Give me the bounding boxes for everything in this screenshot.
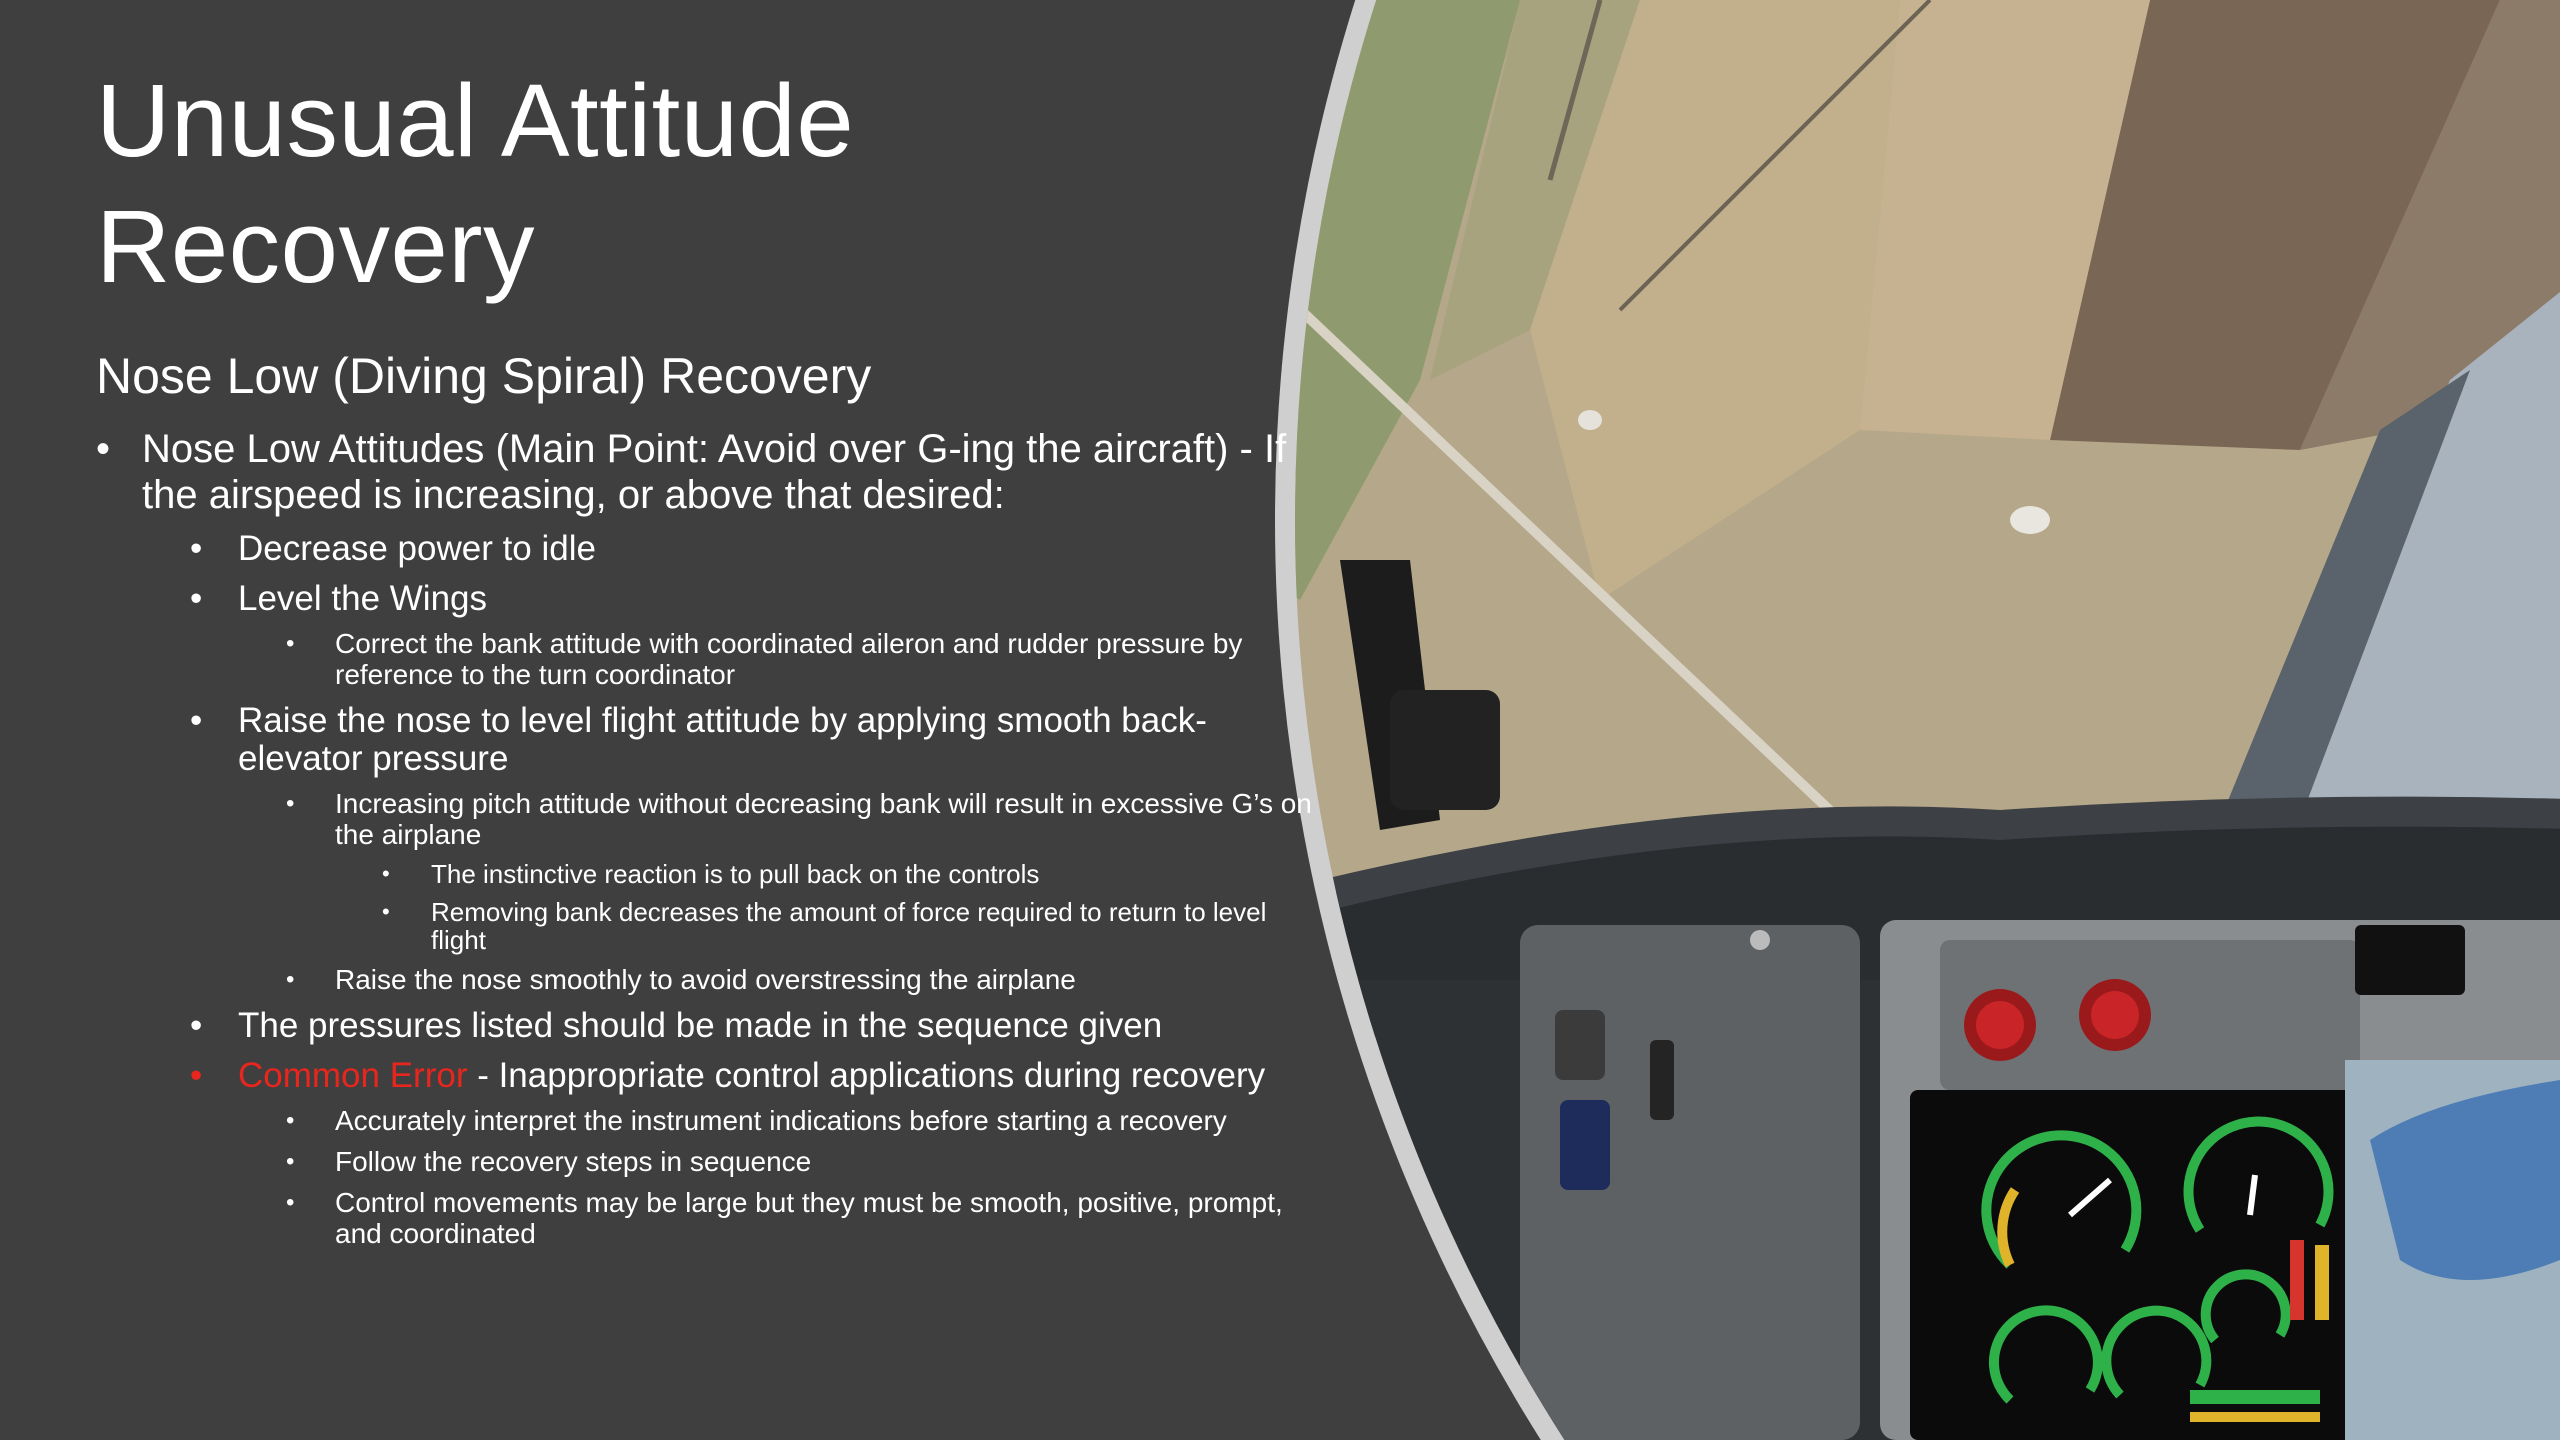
follow-steps-bullet: • Follow the recovery steps in sequence <box>96 1146 1326 1177</box>
raise-nose-bullet: • Raise the nose to level flight attitude by applying smooth back-elevator pressure <box>96 702 1326 778</box>
pressures-sequence-bullet: • The pressures listed should be made in the sequence given <box>96 1007 1326 1045</box>
common-error-bullet <box>96 1057 1326 1095</box>
common-error-text: - Inappropriate control applications during recovery <box>467 1056 1266 1095</box>
raise-smoothly-bullet: • Raise the nose smoothly to avoid overstressing the airplane <box>96 964 1326 995</box>
correct-bank-bullet: • Correct the bank attitude with coordinated aileron and rudder pressure by reference to the turn coordinator <box>96 628 1326 690</box>
slide-title <box>96 58 1326 310</box>
interpret-bullet: • Accurately interpret the instrument indications before starting a recovery <box>96 1105 1326 1136</box>
title-line-2: Recovery <box>96 189 536 304</box>
title-line-1: Unusual Attitude <box>96 63 855 178</box>
instinctive-reaction-bullet: • The instinctive reaction is to pull back on the controls <box>96 860 1326 888</box>
slide-subtitle: Nose Low (Diving Spiral) Recovery <box>96 348 872 404</box>
decrease-power-bullet: • Decrease power to idle <box>96 530 1326 568</box>
main-point-bullet: • Nose Low Attitudes (Main Point: Avoid over G-ing the aircraft) - If the airspeed is increasing, or above that desired: <box>96 426 1326 518</box>
control-movements-bullet: • Control movements may be large but they must be smooth, positive, prompt, and coordinated <box>96 1187 1326 1249</box>
increasing-pitch-bullet: • Increasing pitch attitude without decreasing bank will result in excessive G’s on the airplane <box>96 788 1326 850</box>
text-area <box>96 58 1326 1249</box>
common-error-label: Common Error <box>238 1056 468 1095</box>
removing-bank-bullet: • Removing bank decreases the amount of force required to return to level flight <box>96 898 1326 954</box>
bullet-list <box>96 426 1326 1249</box>
level-wings-bullet: • Level the Wings <box>96 580 1326 618</box>
